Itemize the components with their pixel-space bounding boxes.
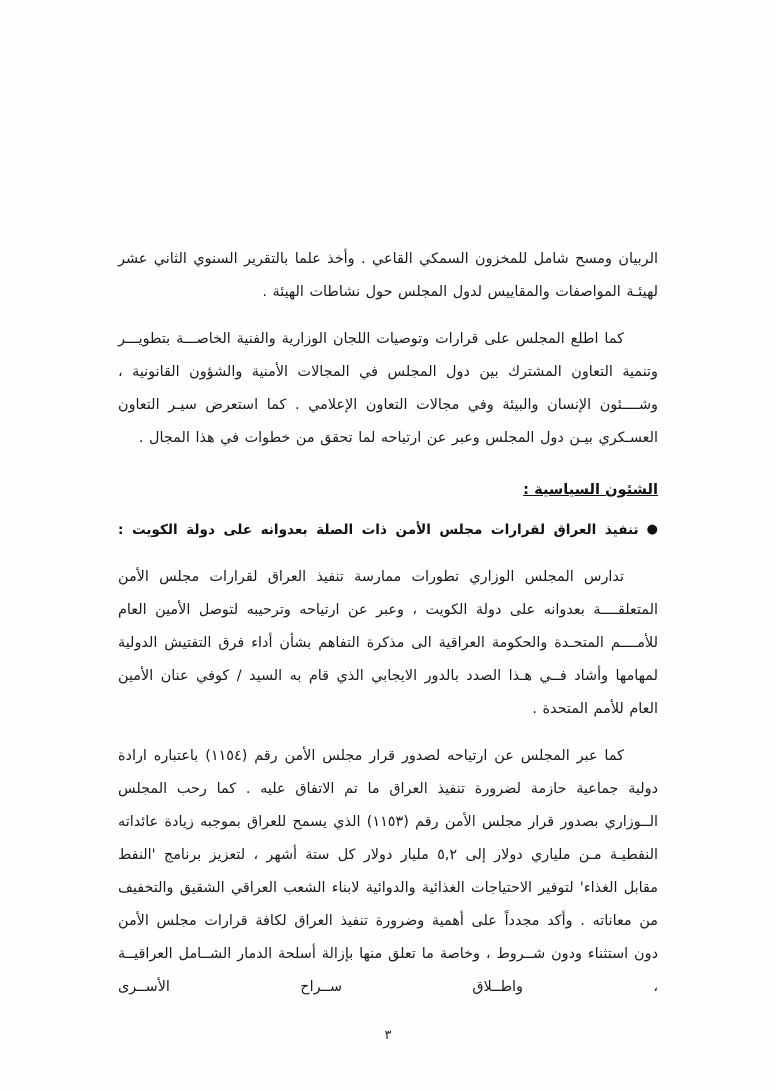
bullet-item (118, 515, 658, 545)
section-heading-political-affairs: الشئون السياسية : (523, 481, 658, 498)
bullet-dot-icon: ● (646, 522, 658, 537)
paragraph-2: كما اطلع المجلس على قرارات وتوصيات اللجان الوزارية والفنية الخاصـــة بتطويـــر وتنمية التعاون المشترك بين دول المجلس في المجالات الأمنية والشؤون القانونية ، وشــــئون الإنسان والبيئة وفي مجالات التعاون الإعلامي . كما استعرض سيـر التعاون العسـكري بيـن دول المجلس وعبر عن ارتياحه لما تحقق من خطوات في هذا المجال . (118, 331, 658, 446)
bullet-item-label: تنفيذ العراق لقرارات مجلس الأمن ذات الصلة بعدوانه على دولة الكويت : (118, 522, 639, 538)
paragraph-3: تدارس المجلس الوزاري تطورات ممارسة تنفيذ العراق لقرارات مجلس الأمن المتعلقــــة بعدوانه على دولة الكويت ، وعبر عن ارتياحه وترحيبه لتوصل الأمين العام للأمــــم المتحـدة والحكومة العراقية الى مذكرة التفاهم بشأن أداء فرق التفتيش الدولية لمهامها وأشاد فــي هـذا الصدد بالدور الايجابي الذي قام به السيد / كوفي عنان الأمين العام للأمم المتحدة . (118, 569, 658, 717)
paragraph-1: الربيان ومسح شامل للمخزون السمكي القاعي . وأخذ علما بالتقرير السنوي الثاني عشر لهيئـة المواصفات والمقاييس لدول المجلس حول نشاطات الهيئة . (118, 251, 658, 300)
paragraph-4: كما عبر المجلس عن ارتياحه لصدور قرار مجلس الأمن رقم (١١٥٤) باعتباره ارادة دولية جماعية حازمة لضرورة تنفيذ العراق ما تم الاتفاق عليه . كما رحب المجلس الــوزاري بصدور قرار مجلس الأمن رقم (١١٥٣) الذي يسمح للعراق بموجبه زيادة عائداته النفطيـة مـن ملياري دولار إلى ٥,٢ مليار دولار كل ستة أشهر ، لتعزيز برنامج 'النفط مقابل الغذاء' لتوفير الاحتياجات الغذائية والدوائية لابناء الشعب العراقي الشقيق والتخفيف من معاناته . وأكد مجدداً على أهمية وضرورة تنفيذ العراق لكافة قرارات مجلس الأمن دون استثناء ودون شــروط ، وخاصة ما تعلق منها بإزالة أسلحة الدمار الشــامل العراقيــة ، واطــلاق ســراح الأســرى (118, 748, 659, 995)
page-number: ٣ (384, 1028, 392, 1043)
page-body (118, 243, 658, 1018)
